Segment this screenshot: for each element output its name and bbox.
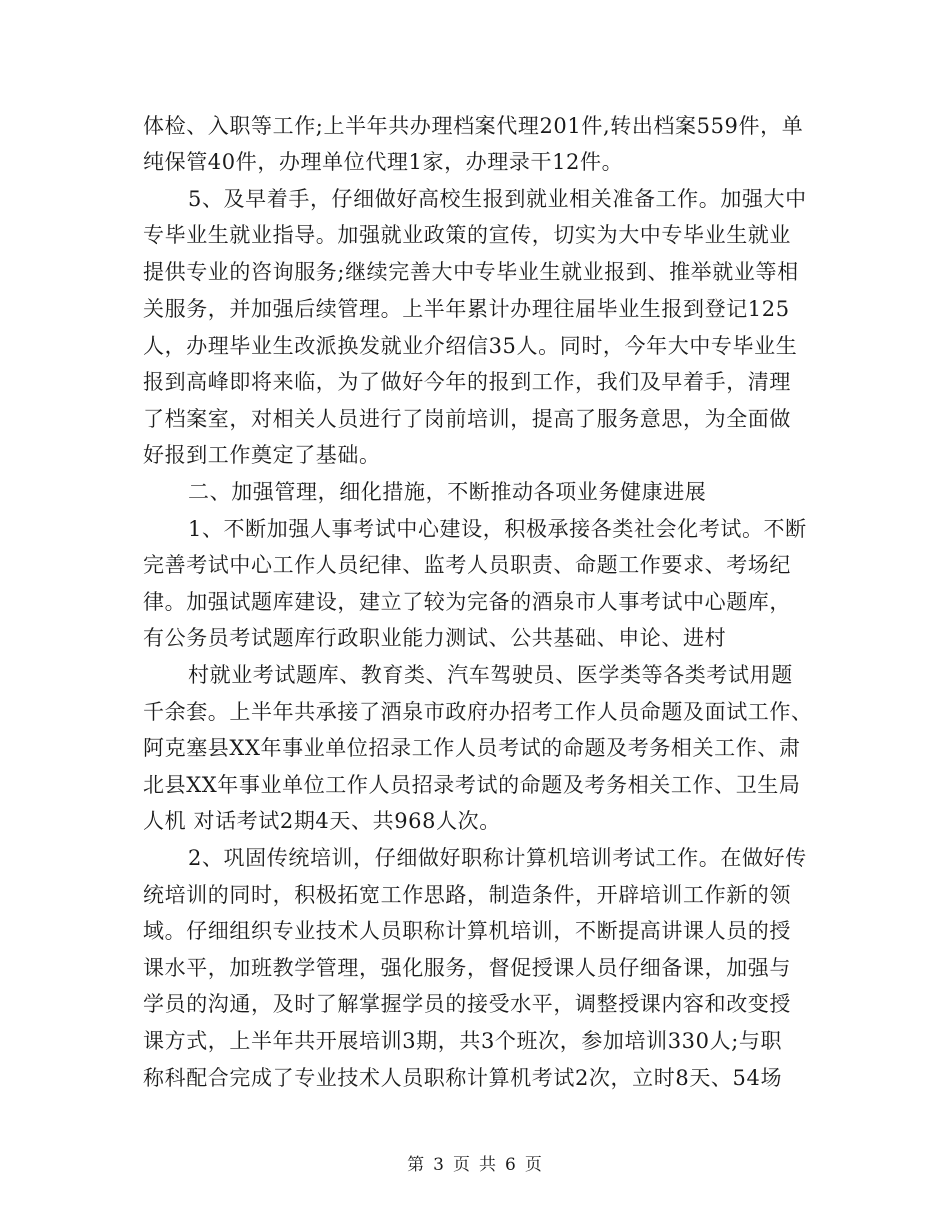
text-line: 专毕业生就业指导。加强就业政策的宣传，切实为大中专毕业生就业 (143, 223, 791, 247)
text-line: 人，办理毕业生改派换发就业介绍信35人。同时，今年大中专毕业生 (143, 334, 798, 358)
text-line: 纯保管40件，办理单位代理1家，办理录干12件。 (143, 150, 624, 174)
text-line: 有公务员考试题库行政职业能力测试、公共基础、申论、进村 (143, 626, 727, 650)
text-line: 北县XX年事业单位工作人员招录考试的命题及考务相关工作、卫生局 (143, 773, 801, 797)
section-heading: 二、加强管理，细化措施，不断推动各项业务健康进展 (188, 480, 707, 504)
footer-page-word: 页 (453, 1155, 471, 1175)
text-line: 了档案室，对相关人员进行了岗前培训，提高了服务意思，为全面做 (143, 407, 791, 431)
text-line: 域。仔细组织专业技术人员职称计算机培训，不断提高讲课人员的授 (143, 919, 791, 943)
footer-page-number: 3 (433, 1155, 445, 1175)
text-line: 提供专业的咨询服务;继续完善大中专毕业生就业报到、推举就业等相 (143, 260, 799, 284)
text-line: 学员的沟通，及时了解掌握学员的接受水平，调整授课内容和改变授 (143, 992, 791, 1016)
text-line: 村就业考试题库、教育类、汽车驾驶员、医学类等各类考试用题 (188, 663, 793, 687)
page-footer (0, 1150, 950, 1175)
footer-prefix: 第 (407, 1155, 426, 1175)
text-line: 阿克塞县XX年事业单位招录工作人员考试的命题及考务相关工作、肃 (143, 736, 801, 760)
text-line: 关服务，并加强后续管理。上半年累计办理往届毕业生报到登记125 (143, 297, 790, 321)
text-line: 好报到工作奠定了基础。 (143, 443, 381, 467)
text-line: 课方式，上半年共开展培训3期，共3个班次，参加培训330人;与职 (143, 1029, 783, 1053)
footer-total-pages: 6 (505, 1155, 517, 1175)
text-line: 律。加强试题库建设，建立了较为完备的酒泉市人事考试中心题库， (143, 590, 791, 614)
text-line: 统培训的同时，积极拓宽工作思路，制造条件，开辟培训工作新的领 (143, 883, 791, 907)
text-line: 报到高峰即将来临，为了做好今年的报到工作，我们及早着手，清理 (143, 370, 791, 394)
text-line: 称科配合完成了专业技术人员职称计算机考试2次，立时8天、54场 (143, 1066, 783, 1090)
text-line: 体检、入职等工作;上半年共办理档案代理201件,转出档案559件，单 (143, 114, 804, 138)
footer-suffix: 页 (524, 1155, 543, 1175)
text-line: 课水平，加班教学管理，强化服务，督促授课人员仔细备课，加强与 (143, 956, 791, 980)
footer-total-word: 共 (479, 1155, 497, 1175)
text-line: 千余套。上半年共承接了酒泉市政府办招考工作人员命题及面试工作、 (143, 700, 813, 724)
text-line: 2、巩固传统培训，仔细做好职称计算机培训考试工作。在做好传 (188, 846, 807, 870)
text-line: 1、不断加强人事考试中心建设，积极承接各类社会化考试。不断 (188, 517, 807, 541)
text-line: 5、及早着手，仔细做好高校生报到就业相关准备工作。加强大中 (188, 187, 807, 211)
text-line: 完善考试中心工作人员纪律、监考人员职责、命题工作要求、考场纪 (143, 553, 791, 577)
text-line: 人机 对话考试2期4天、共968人次。 (143, 809, 501, 833)
